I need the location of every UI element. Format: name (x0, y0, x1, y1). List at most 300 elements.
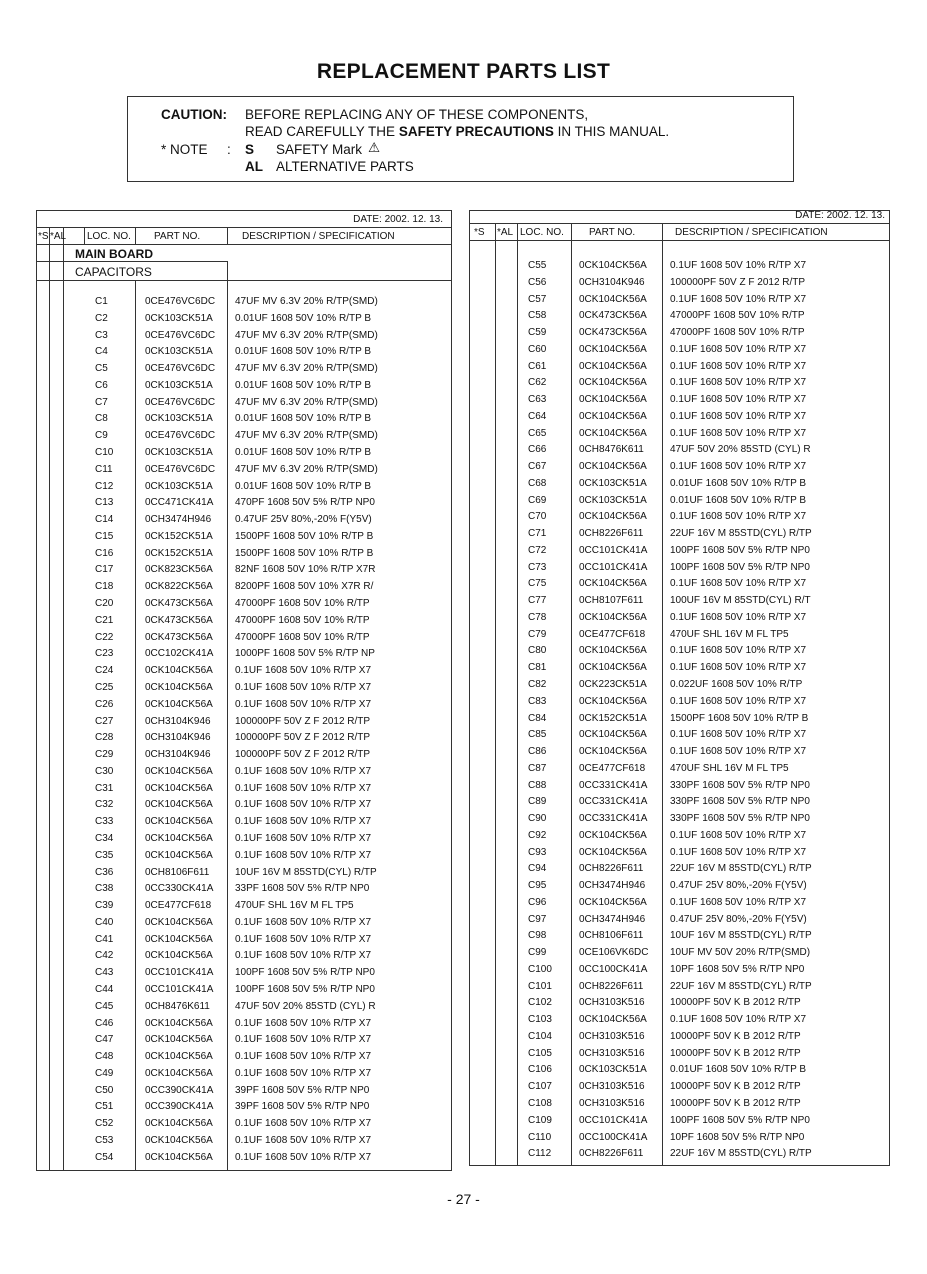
part-number: 0CK104CK56A (145, 1135, 213, 1146)
description: 1500PF 1608 50V 10% R/TP B (670, 712, 809, 724)
loc-number: C68 (528, 477, 547, 489)
table-row (37, 361, 451, 377)
table-row (470, 560, 889, 576)
table-row (470, 275, 889, 291)
description: 100000PF 50V Z F 2012 R/TP (235, 715, 371, 727)
loc-number: C97 (528, 913, 547, 925)
caution-line-2-post: IN THIS MANUAL. (557, 124, 670, 139)
table-row (37, 1133, 451, 1149)
table-row (470, 1146, 889, 1162)
table-row (470, 359, 889, 375)
note-colon: : (227, 142, 231, 157)
table-row (470, 627, 889, 643)
description: 1500PF 1608 50V 10% R/TP B (235, 547, 374, 559)
table-row (470, 643, 889, 659)
description: 0.1UF 1608 50V 10% R/TP X7 (235, 665, 372, 677)
part-number: 0CC101CK41A (145, 967, 214, 979)
safety-text: SAFETY Mark (276, 142, 363, 157)
loc-number: C70 (528, 511, 547, 523)
safety-code: S (245, 142, 255, 157)
table-row (470, 442, 889, 458)
loc-number: C78 (528, 611, 547, 623)
loc-number: C16 (95, 547, 114, 559)
part-number: 0CC331CK41A (579, 779, 648, 791)
part-number: 0CK104CK56A (579, 829, 647, 841)
loc-number: C63 (528, 394, 547, 406)
description: 0.1UF 1608 50V 10% R/TP X7 (235, 816, 372, 828)
table-row (37, 680, 451, 696)
loc-number: C77 (528, 595, 547, 607)
table-row (470, 962, 889, 978)
part-number: 0CC100CK41A (579, 963, 648, 975)
table-row (37, 596, 451, 612)
loc-number: C15 (95, 530, 114, 542)
part-number: 0CK104CK56A (579, 896, 647, 908)
part-number: 0CK104CK56A (145, 816, 213, 828)
description: 0.1UF 1608 50V 10% R/TP X7 (670, 729, 807, 741)
table-row (470, 476, 889, 492)
description: 0.1UF 1608 50V 10% R/TP X7 (235, 1135, 372, 1146)
part-number: 0CC330CK41A (145, 883, 214, 895)
loc-number: C56 (528, 276, 547, 288)
description: 0.1UF 1608 50V 10% R/TP X7 (235, 782, 372, 794)
loc-number: C10 (95, 447, 114, 459)
loc-number: C92 (528, 829, 547, 841)
table-row (470, 292, 889, 308)
loc-number: C6 (95, 379, 108, 391)
table-row (470, 677, 889, 693)
loc-number: C35 (95, 849, 114, 861)
loc-number: C85 (528, 729, 547, 741)
description: 100000PF 50V Z F 2012 R/TP (235, 732, 371, 744)
loc-number: C72 (528, 544, 547, 556)
part-number: 0CH8106F611 (145, 866, 210, 878)
description: 47UF MV 6.3V 20% R/TP(SMD) (235, 329, 378, 341)
description: 470UF SHL 16V M FL TP5 (670, 762, 789, 774)
loc-number: C47 (95, 1034, 114, 1046)
description: 10000PF 50V K B 2012 R/TP (670, 1047, 801, 1059)
loc-number: C79 (528, 628, 547, 640)
description: 47UF MV 6.3V 20% R/TP(SMD) (235, 430, 378, 442)
loc-number: C38 (95, 883, 114, 895)
description: 47UF MV 6.3V 20% R/TP(SMD) (235, 363, 378, 375)
loc-number: C96 (528, 896, 547, 908)
part-number: 0CH3474H946 (579, 913, 646, 925)
table-row (470, 526, 889, 542)
part-number: 0CK104CK56A (579, 729, 647, 741)
loc-number: C13 (95, 497, 114, 509)
table-row (37, 730, 451, 746)
part-number: 0CK104CK56A (145, 698, 213, 710)
part-number: 0CH3103K516 (579, 997, 645, 1009)
part-number: 0CC102CK41A (145, 648, 214, 660)
loc-number: C106 (528, 1064, 552, 1076)
part-number: 0CK473CK56A (579, 327, 647, 339)
table-row (37, 462, 451, 478)
safety-warning-icon: ⚠ (368, 140, 381, 155)
loc-number: C32 (95, 799, 114, 811)
loc-number: C1 (95, 296, 108, 307)
loc-number: C64 (528, 410, 547, 422)
description: 47000PF 1608 50V 10% R/TP (235, 598, 370, 610)
table-row (470, 576, 889, 592)
subsection-title: CAPACITORS (75, 265, 152, 279)
description: 0.1UF 1608 50V 10% R/TP X7 (235, 1034, 372, 1046)
part-number: 0CK104CK56A (579, 260, 647, 271)
description: 1500PF 1608 50V 10% R/TP B (235, 530, 374, 542)
caution-line-2-bold: SAFETY PRECAUTIONS (398, 124, 554, 139)
description: 100PF 1608 50V 5% R/TP NP0 (670, 1114, 810, 1126)
loc-number: C102 (528, 997, 552, 1009)
description: 0.1UF 1608 50V 10% R/TP X7 (235, 1118, 372, 1130)
table-row (470, 543, 889, 559)
table-row (37, 445, 451, 461)
loc-number: C48 (95, 1051, 114, 1063)
description: 10UF 16V M 85STD(CYL) R/TP (670, 930, 812, 942)
description: 0.01UF 1608 50V 10% R/TP B (670, 1064, 807, 1076)
loc-number: C98 (528, 930, 547, 942)
table-row (37, 848, 451, 864)
table-row (37, 865, 451, 881)
description: 10UF MV 50V 20% R/TP(SMD) (670, 947, 811, 959)
description: 22UF 16V M 85STD(CYL) R/TP (670, 863, 812, 875)
description: 1000PF 1608 50V 5% R/TP NP (235, 648, 375, 660)
date-label: DATE: 2002. 12. 13. (795, 210, 885, 221)
table-row (37, 1049, 451, 1065)
loc-number: C29 (95, 749, 114, 761)
loc-number: C25 (95, 681, 114, 693)
part-number: 0CK104CK56A (145, 832, 213, 844)
table-row (470, 912, 889, 928)
loc-number: C5 (95, 363, 108, 375)
part-number: 0CE476VC6DC (145, 296, 216, 307)
description: 10UF 16V M 85STD(CYL) R/TP (235, 866, 377, 878)
part-number: 0CC331CK41A (579, 813, 648, 825)
table-row (470, 610, 889, 626)
loc-number: C54 (95, 1151, 114, 1163)
description: 0.1UF 1608 50V 10% R/TP X7 (670, 896, 807, 908)
part-number: 0CH8476K611 (579, 444, 644, 456)
part-number: 0CE477CF618 (579, 762, 646, 774)
table-row (37, 311, 451, 327)
part-number: 0CE477CF618 (579, 628, 646, 640)
table-row (37, 562, 451, 578)
loc-number: C33 (95, 816, 114, 828)
description: 0.47UF 25V 80%,-20% F(Y5V) (235, 514, 372, 526)
description: 0.1UF 1608 50V 10% R/TP X7 (235, 1067, 372, 1079)
part-number: 0CK104CK56A (145, 1017, 213, 1029)
table-row (37, 999, 451, 1015)
table-row (470, 794, 889, 810)
header-alternative: *AL (497, 227, 514, 238)
part-number: 0CC100CK41A (579, 1131, 648, 1143)
description: 100000PF 50V Z F 2012 R/TP (670, 276, 806, 288)
part-number: 0CK103CK51A (145, 447, 213, 459)
table-row (470, 1046, 889, 1062)
description: 0.1UF 1608 50V 10% R/TP X7 (670, 662, 807, 674)
description: 0.01UF 1608 50V 10% R/TP B (235, 379, 372, 391)
description: 22UF 16V M 85STD(CYL) R/TP (670, 1148, 812, 1160)
part-number: 0CK104CK56A (145, 1051, 213, 1063)
part-number: 0CK104CK56A (579, 343, 647, 355)
loc-number: C58 (528, 310, 547, 322)
loc-number: C86 (528, 746, 547, 758)
header-description: DESCRIPTION / SPECIFICATION (675, 227, 828, 238)
part-number: 0CH3103K516 (579, 1047, 645, 1059)
part-number: 0CK104CK56A (579, 1014, 647, 1026)
description: 47000PF 1608 50V 10% R/TP (235, 614, 370, 626)
description: 0.1UF 1608 50V 10% R/TP X7 (670, 461, 807, 473)
loc-number: C51 (95, 1101, 114, 1113)
description: 10000PF 50V K B 2012 R/TP (670, 1081, 801, 1093)
header-part-number: PART NO. (154, 231, 201, 242)
part-number: 0CK104CK56A (579, 427, 647, 439)
caution-label: CAUTION: (161, 107, 227, 122)
part-number: 0CK103CK51A (145, 379, 213, 391)
table-row (37, 1116, 451, 1132)
loc-number: C83 (528, 695, 547, 707)
table-row (37, 512, 451, 528)
description: 0.1UF 1608 50V 10% R/TP X7 (235, 1151, 372, 1163)
loc-number: C27 (95, 715, 114, 727)
description: 0.01UF 1608 50V 10% R/TP B (235, 312, 372, 324)
table-row (37, 1032, 451, 1048)
table-row (37, 1099, 451, 1115)
table-row (470, 375, 889, 391)
caution-line-2-pre: READ CAREFULLY THE (245, 124, 396, 139)
loc-number: C28 (95, 732, 114, 744)
loc-number: C73 (528, 561, 547, 573)
table-row (37, 1083, 451, 1099)
description: 10PF 1608 50V 5% R/TP NP0 (670, 1131, 805, 1143)
table-row (470, 778, 889, 794)
part-number: 0CK104CK56A (145, 950, 213, 962)
description: 0.01UF 1608 50V 10% R/TP B (235, 447, 372, 459)
part-number: 0CK104CK56A (579, 695, 647, 707)
note-label: * NOTE (161, 142, 208, 157)
description: 0.1UF 1608 50V 10% R/TP X7 (670, 1014, 807, 1026)
description: 100000PF 50V Z F 2012 R/TP (235, 749, 371, 761)
table-row (37, 814, 451, 830)
description: 47UF 50V 20% 85STD (CYL) R (235, 1000, 376, 1012)
parts-table-right (469, 210, 890, 1166)
description: 0.1UF 1608 50V 10% R/TP X7 (670, 829, 807, 841)
description: 10000PF 50V K B 2012 R/TP (670, 997, 801, 1009)
table-row (470, 1130, 889, 1146)
loc-number: C24 (95, 665, 114, 677)
part-number: 0CH8107F611 (579, 595, 644, 607)
table-row (470, 1062, 889, 1078)
part-number: 0CK103CK51A (145, 346, 213, 358)
loc-number: C43 (95, 967, 114, 979)
part-number: 0CK104CK56A (145, 1067, 213, 1079)
description: 82NF 1608 50V 10% R/TP X7R (235, 564, 376, 576)
part-number: 0CC101CK41A (579, 1114, 648, 1126)
description: 0.1UF 1608 50V 10% R/TP X7 (670, 427, 807, 439)
loc-number: C59 (528, 327, 547, 339)
table-row (470, 325, 889, 341)
loc-number: C69 (528, 494, 547, 506)
part-number: 0CK104CK56A (145, 849, 213, 861)
loc-number: C31 (95, 782, 114, 794)
part-number: 0CK822CK56A (145, 581, 213, 593)
part-number: 0CK104CK56A (579, 394, 647, 406)
table-row (37, 579, 451, 595)
loc-number: C46 (95, 1017, 114, 1029)
part-number: 0CK104CK56A (579, 578, 647, 590)
loc-number: C49 (95, 1067, 114, 1079)
table-row (37, 747, 451, 763)
table-row (470, 995, 889, 1011)
part-number: 0CK104CK56A (145, 933, 213, 945)
header-safety: *S (38, 231, 49, 242)
table-row (37, 831, 451, 847)
loc-number: C55 (528, 260, 547, 271)
part-number: 0CH8226F611 (579, 528, 644, 540)
loc-number: C88 (528, 779, 547, 791)
part-number: 0CK103CK51A (145, 413, 213, 425)
part-number: 0CK104CK56A (145, 916, 213, 928)
loc-number: C95 (528, 880, 547, 892)
table-row (470, 979, 889, 995)
part-number: 0CK104CK56A (579, 410, 647, 422)
part-number: 0CK152CK51A (579, 712, 647, 724)
loc-number: C50 (95, 1084, 114, 1096)
description: 0.1UF 1608 50V 10% R/TP X7 (235, 765, 372, 777)
table-row (470, 493, 889, 509)
description: 100PF 1608 50V 5% R/TP NP0 (670, 561, 810, 573)
loc-number: C2 (95, 312, 108, 324)
table-row (37, 328, 451, 344)
description: 22UF 16V M 85STD(CYL) R/TP (670, 980, 812, 992)
table-row (37, 781, 451, 797)
part-number: 0CK473CK56A (145, 614, 213, 626)
description: 330PF 1608 50V 5% R/TP NP0 (670, 796, 810, 808)
description: 22UF 16V M 85STD(CYL) R/TP (670, 528, 812, 540)
part-number: 0CK104CK56A (579, 511, 647, 523)
part-number: 0CH8476K611 (145, 1000, 210, 1012)
loc-number: C66 (528, 444, 547, 456)
description: 47000PF 1608 50V 10% R/TP (670, 310, 805, 322)
part-number: 0CH3474H946 (145, 514, 212, 526)
part-number: 0CK104CK56A (579, 377, 647, 389)
loc-number: C14 (95, 514, 114, 526)
part-number: 0CK104CK56A (145, 799, 213, 811)
description: 10000PF 50V K B 2012 R/TP (670, 1098, 801, 1109)
alternative-code: AL (245, 159, 263, 174)
part-number: 0CC101CK41A (579, 561, 648, 573)
table-row (470, 761, 889, 777)
part-number: 0CE476VC6DC (145, 363, 216, 375)
part-number: 0CC471CK41A (145, 497, 214, 509)
part-number: 0CK152CK51A (145, 547, 213, 559)
description: 33PF 1608 50V 5% R/TP NP0 (235, 883, 370, 895)
table-row (470, 660, 889, 676)
part-number: 0CK104CK56A (579, 662, 647, 674)
table-row (470, 392, 889, 408)
description: 100PF 1608 50V 5% R/TP NP0 (235, 983, 375, 995)
date-label: DATE: 2002. 12. 13. (353, 214, 443, 225)
part-number: 0CE476VC6DC (145, 430, 216, 442)
description: 0.1UF 1608 50V 10% R/TP X7 (670, 293, 807, 305)
part-number: 0CK104CK56A (579, 746, 647, 758)
table-row (470, 895, 889, 911)
loc-number: C87 (528, 762, 547, 774)
description: 470PF 1608 50V 5% R/TP NP0 (235, 497, 375, 509)
description: 470UF SHL 16V M FL TP5 (670, 628, 789, 640)
table-row (470, 694, 889, 710)
table-row (470, 845, 889, 861)
loc-number: C109 (528, 1114, 552, 1126)
description: 39PF 1608 50V 5% R/TP NP0 (235, 1084, 370, 1096)
part-number: 0CK104CK56A (145, 1151, 213, 1163)
part-number: 0CK104CK56A (145, 1118, 213, 1130)
table-row (470, 1079, 889, 1095)
part-number: 0CK104CK56A (579, 461, 647, 473)
part-number: 0CK152CK51A (145, 530, 213, 542)
loc-number: C107 (528, 1081, 552, 1093)
part-number: 0CH3104K946 (145, 749, 211, 761)
part-number: 0CK103CK51A (145, 480, 213, 492)
description: 0.47UF 25V 80%,-20% F(Y5V) (670, 880, 807, 892)
description: 47000PF 1608 50V 10% R/TP (235, 631, 370, 643)
loc-number: C36 (95, 866, 114, 878)
description: 0.1UF 1608 50V 10% R/TP X7 (235, 1017, 372, 1029)
part-number: 0CK473CK56A (145, 631, 213, 643)
caution-box (127, 96, 794, 182)
table-row (37, 697, 451, 713)
table-row (37, 1016, 451, 1032)
part-number: 0CE476VC6DC (145, 329, 216, 341)
description: 0.1UF 1608 50V 10% R/TP X7 (235, 698, 372, 710)
loc-number: C8 (95, 413, 108, 425)
loc-number: C3 (95, 329, 108, 341)
header-location: LOC. NO. (520, 227, 564, 238)
table-row (37, 411, 451, 427)
description: 470UF SHL 16V M FL TP5 (235, 900, 354, 912)
table-row (37, 428, 451, 444)
table-row (37, 663, 451, 679)
loc-number: C94 (528, 863, 547, 875)
description: 10PF 1608 50V 5% R/TP NP0 (670, 963, 805, 975)
description: 0.01UF 1608 50V 10% R/TP B (670, 477, 807, 489)
loc-number: C99 (528, 947, 547, 959)
description: 0.1UF 1608 50V 10% R/TP X7 (235, 950, 372, 962)
part-number: 0CH8226F611 (579, 980, 644, 992)
part-number: 0CK823CK56A (145, 564, 213, 576)
part-number: 0CK104CK56A (145, 665, 213, 677)
table-row (37, 1066, 451, 1082)
loc-number: C4 (95, 346, 108, 358)
header-safety: *S (474, 227, 485, 238)
description: 0.1UF 1608 50V 10% R/TP X7 (670, 260, 807, 271)
table-row (470, 1029, 889, 1045)
part-number: 0CK103CK51A (579, 477, 647, 489)
table-row (470, 711, 889, 727)
description: 10000PF 50V K B 2012 R/TP (670, 1030, 801, 1042)
description: 0.1UF 1608 50V 10% R/TP X7 (235, 933, 372, 945)
table-row (470, 409, 889, 425)
description: 0.1UF 1608 50V 10% R/TP X7 (670, 511, 807, 523)
part-number: 0CK104CK56A (579, 360, 647, 372)
loc-number: C103 (528, 1014, 552, 1026)
part-number: 0CK104CK56A (579, 293, 647, 305)
table-row (470, 878, 889, 894)
description: 0.1UF 1608 50V 10% R/TP X7 (235, 849, 372, 861)
loc-number: C7 (95, 396, 108, 408)
loc-number: C41 (95, 933, 114, 945)
loc-number: C12 (95, 480, 114, 492)
